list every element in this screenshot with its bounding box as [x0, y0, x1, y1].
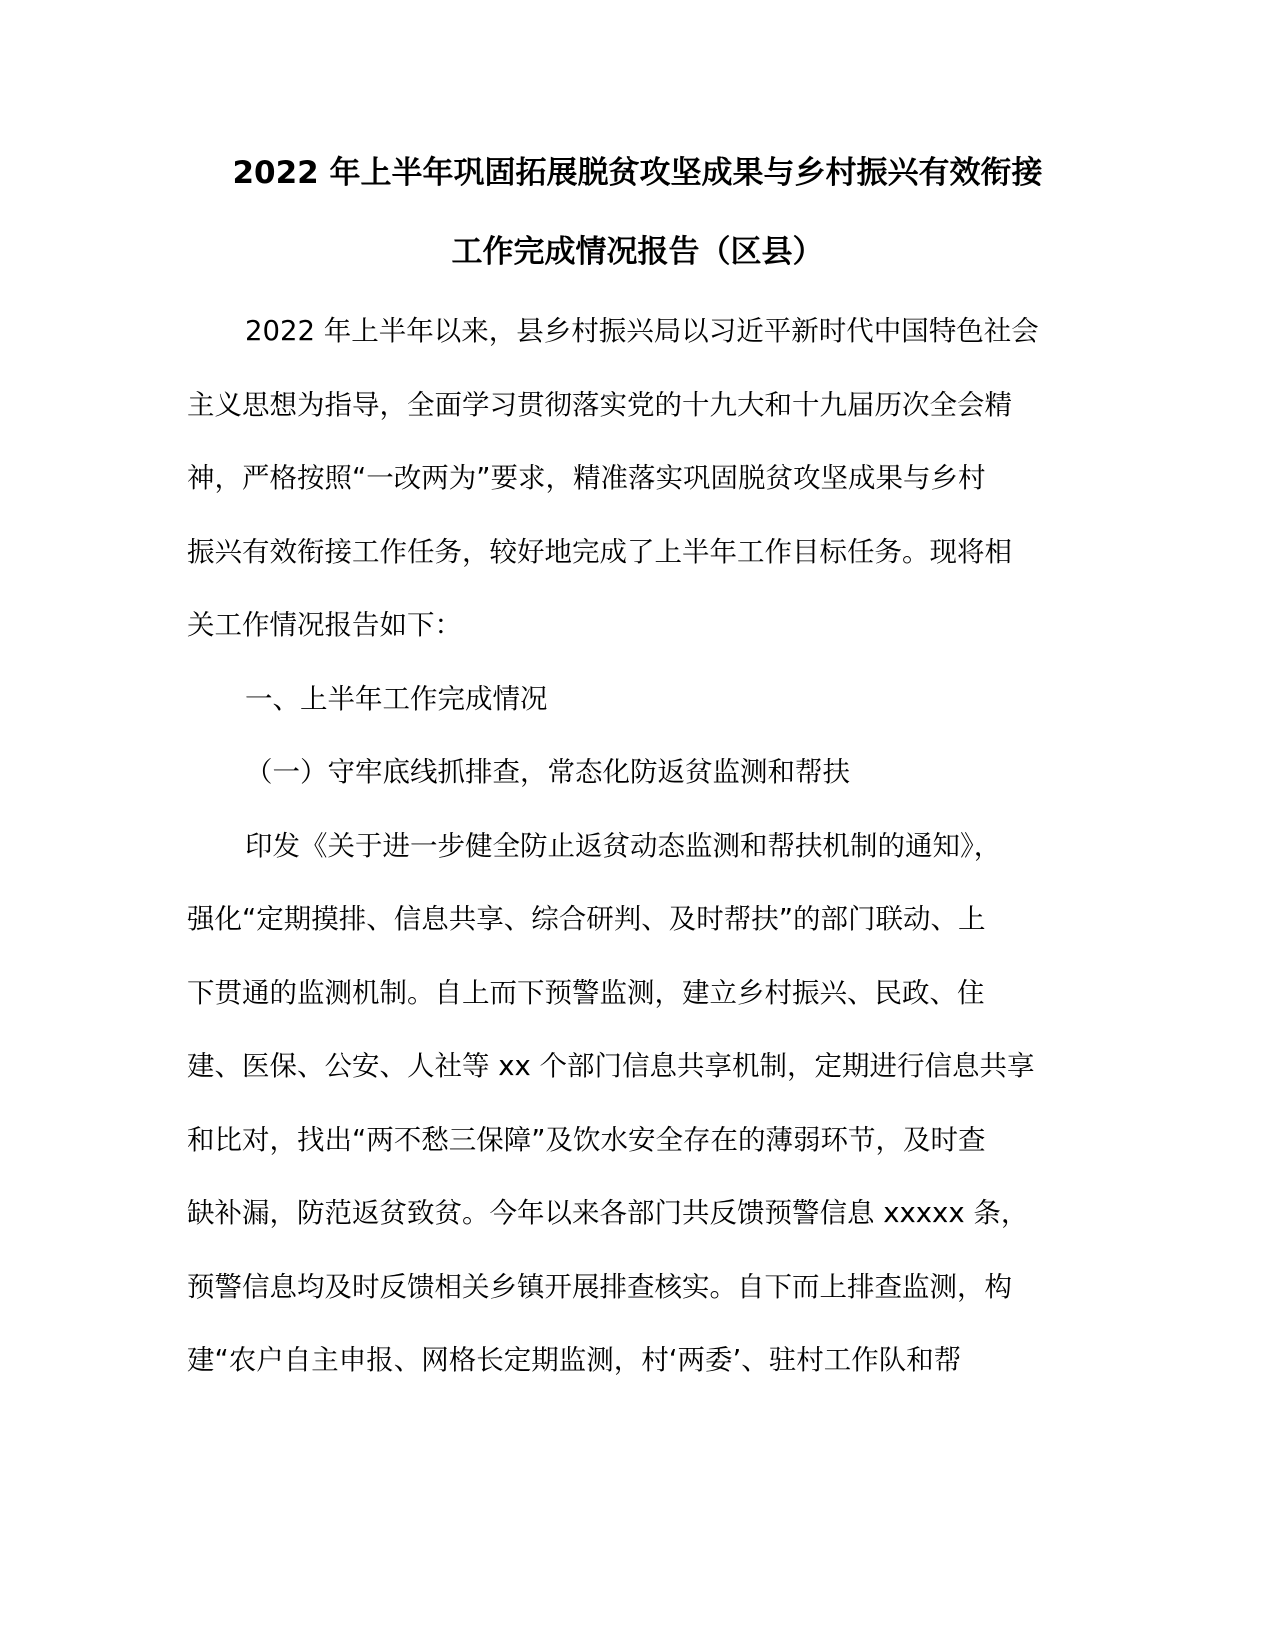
paragraph-line: 主义思想为指导，全面学习贯彻落实党的十九大和十九届历次全会精 — [187, 389, 1012, 421]
paragraph-line: 和比对，找出“两不愁三保障”及饮水安全存在的薄弱环节，及时查 — [187, 1124, 986, 1156]
paragraph-line: 预警信息均及时反馈相关乡镇开展排查核实。自下而上排查监测，构 — [187, 1271, 1012, 1303]
paragraph-line: 建、医保、公安、人社等 xx 个部门信息共享机制，定期进行信息共享 — [187, 1050, 1035, 1082]
document-title-line-2: 工作完成情况报告（区县） — [451, 234, 824, 270]
paragraph-line: 神，严格按照“一改两为”要求，精准落实巩固脱贫攻坚成果与乡村 — [187, 462, 986, 494]
document-title-line-1: 2022 年上半年巩固拓展脱贫攻坚成果与乡村振兴有效衔接 — [232, 155, 1043, 191]
paragraph-line: 关工作情况报告如下： — [187, 609, 462, 641]
paragraph-line: 下贯通的监测机制。自上而下预警监测，建立乡村振兴、民政、住 — [187, 977, 985, 1009]
paragraph-line: 2022 年上半年以来，县乡村振兴局以习近平新时代中国特色社会 — [245, 315, 1039, 347]
section-heading: 一、上半年工作完成情况 — [245, 683, 548, 715]
subsection-heading: （一）守牢底线抓排查，常态化防返贫监测和帮扶 — [245, 756, 850, 788]
paragraph-line: 印发《关于进一步健全防止返贫动态监测和帮扶机制的通知》， — [245, 830, 1002, 862]
paragraph-line: 强化“定期摸排、信息共享、综合研判、及时帮扶”的部门联动、上 — [187, 903, 986, 935]
paragraph-line: 缺补漏，防范返贫致贫。今年以来各部门共反馈预警信息 xxxxx 条， — [187, 1197, 1029, 1229]
paragraph-line: 振兴有效衔接工作任务，较好地完成了上半年工作目标任务。现将相 — [187, 536, 1012, 568]
paragraph-line: 建“农户自主申报、网格长定期监测，村‘两委’、驻村工作队和帮 — [187, 1344, 962, 1376]
